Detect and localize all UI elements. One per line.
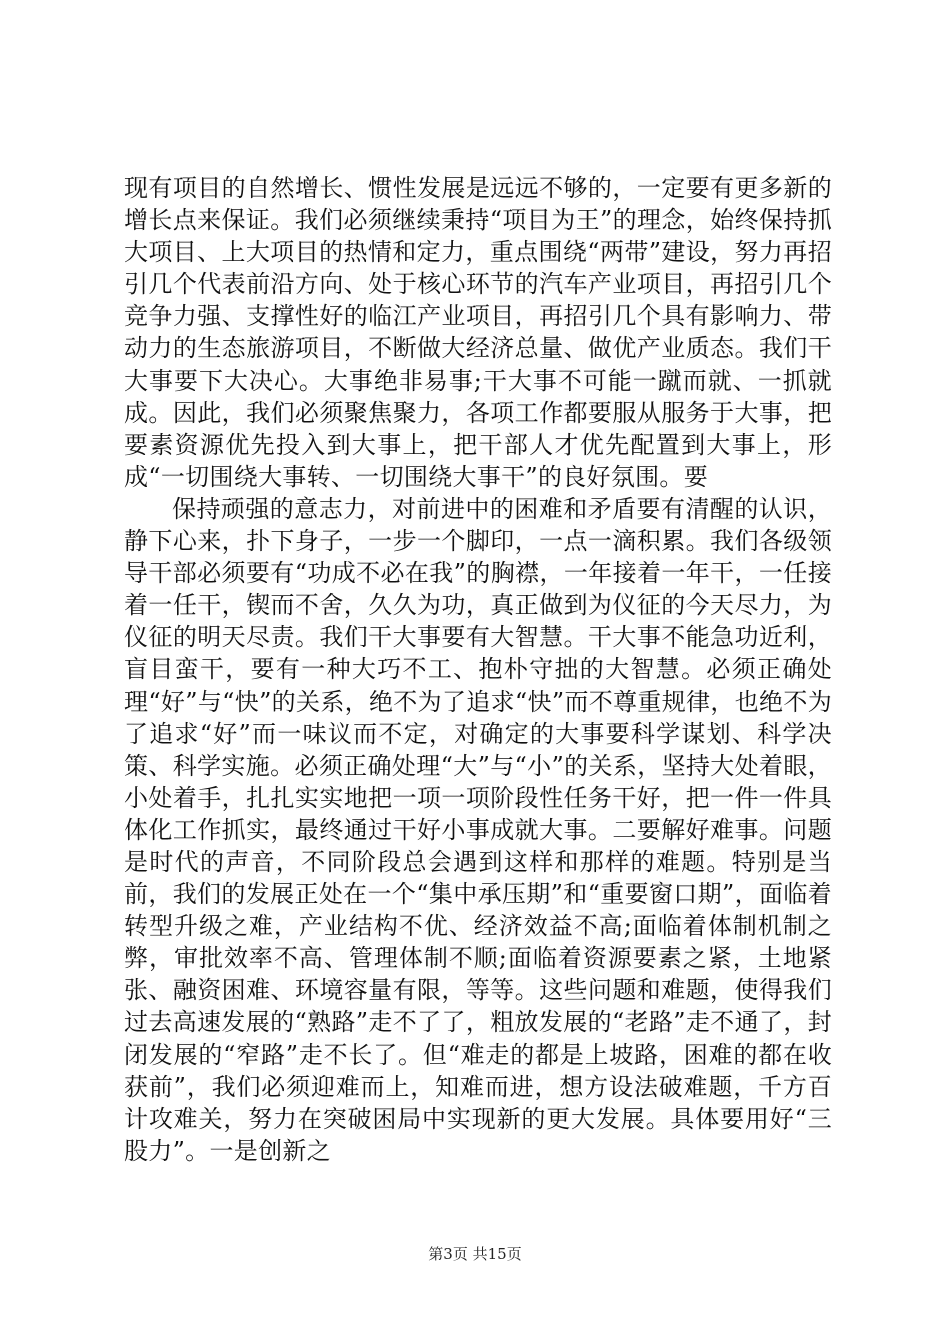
document-body [124, 172, 832, 1167]
paragraph-2: 保持顽强的意志力，对前进中的困难和矛盾要有清醒的认识，静下心来，扑下身子，一步一个脚印，一点一滴积累。我们各级领导干部必须要有“功成不必在我”的胸襟，一年接着一年干，一任接着一任干，锲而不舍，久久为功，真正做到为仪征的今天尽力，为仪征的明天尽责。我们干大事要有大智慧。干大事不能急功近利，盲目蛮干，要有一种大巧不工、抱朴守拙的大智慧。必须正确处理“好”与“快”的关系，绝不为了追求“快”而不尊重规律，也绝不为了追求“好”而一味议而不定，对确定的大事要科学谋划、科学决策、科学实施。必须正确处理“大”与“小”的关系，坚持大处着眼，小处着手，扎扎实实地把一项一项阶段性任务干好，把一件一件具体化工作抓实，最终通过干好小事成就大事。二要解好难事。问题是时代的声音，不同阶段总会遇到这样和那样的难题。特别是当前，我们的发展正处在一个“集中承压期”和“重要窗口期”，面临着转型升级之难，产业结构不优、经济效益不高;面临着体制机制之弊，审批效率不高、管理体制不顺;面临着资源要素之紧，土地紧张、融资困难、环境容量有限，等等。这些问题和难题，使得我们过去高速发展的“熟路”走不了了，粗放发展的“老路”走不通了，封闭发展的“窄路”走不长了。但“难走的都是上坡路，困难的都在收获前”，我们必须迎难而上，知难而进，想方设法破难题，千方百计攻难关，努力在突破困局中实现新的更大发展。具体要用好“三股力”。一是创新之 [124, 494, 832, 1165]
paragraph-1: 现有项目的自然增长、惯性发展是远远不够的，一定要有更多新的增长点来保证。我们必须继续秉持“项目为王”的理念，始终保持抓大项目、上大项目的热情和定力，重点围绕“两带”建设，努力再招引几个代表前沿方向、处于核心环节的汽车产业项目，再招引几个竞争力强、支撑性好的临江产业项目，再招引几个具有影响力、带动力的生态旅游项目，不断做大经济总量、做优产业质态。我们干大事要下大决心。大事绝非易事;干大事不可能一蹴而就、一抓就成。因此，我们必须聚焦聚力，各项工作都要服从服务于大事，把要素资源优先投入到大事上，把干部人才优先配置到大事上，形成“一切围绕大事转、一切围绕大事干”的良好氛围。要 [124, 174, 832, 491]
page-footer: 第3页 共15页 [428, 1245, 522, 1263]
